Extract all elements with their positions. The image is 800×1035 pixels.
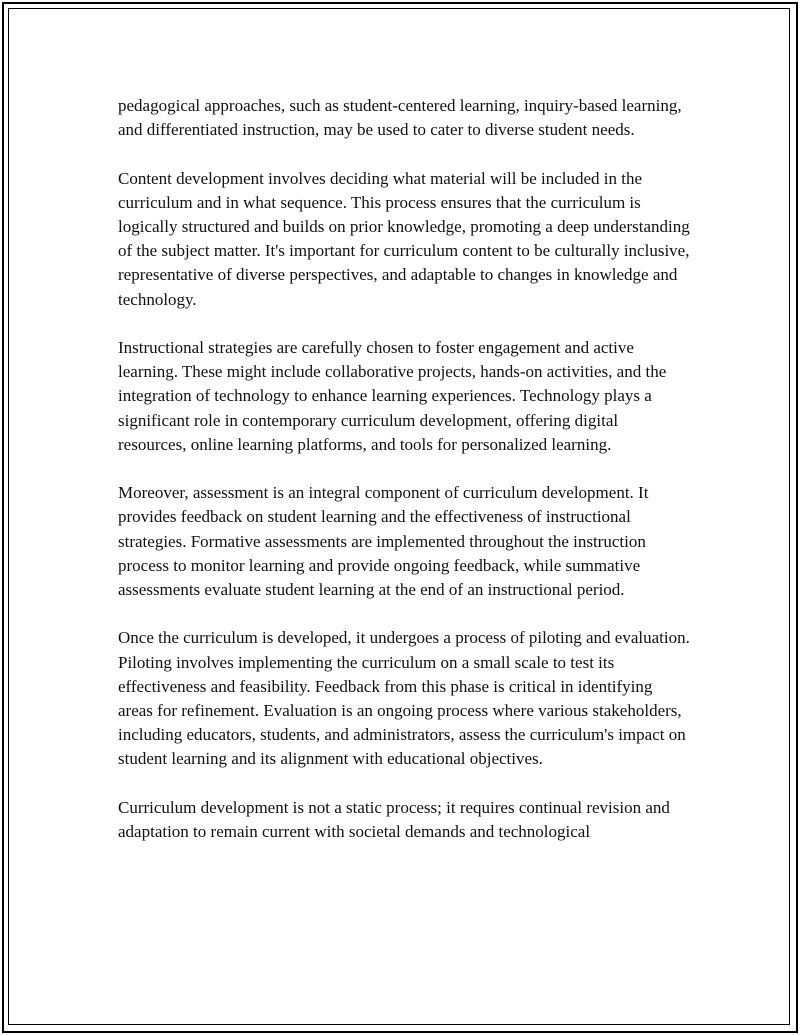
paragraph-3: Instructional strategies are carefully chosen to foster engagement and active learning. These might include collaborative projects, hands-on activities, and the integration of technology to enhance learning experiences. Technology plays a significant role in contemporary curriculum development, offering digital resources, online learning platforms, and tools for personalized learning. <box>118 338 667 454</box>
paragraph-2: Content development involves deciding what material will be included in the curriculum and in what sequence. This process ensures that the curriculum is logically structured and builds on prior knowledge, promoting a deep understanding of the subject matter. It's important for curriculum content to be culturally inclusive, representative of diverse perspectives, and adaptable to changes in knowledge and technology. <box>118 168 690 309</box>
paragraph-5: Once the curriculum is developed, it undergoes a process of piloting and evaluation. Piloting involves implementing the curriculum on a small scale to test its effectiveness and feasibility. Feedback from this phase is critical in identifying areas for refinement. Evaluation is an ongoing process where various stakeholders, including educators, students, and administrators, assess the curriculum's impact on student learning and its alignment with educational objectives. <box>118 628 690 769</box>
document-body <box>118 94 690 868</box>
paragraph-4: Moreover, assessment is an integral component of curriculum development. It provides feedback on student learning and the effectiveness of instructional strategies. Formative assessments are implemented throughout the instruction process to monitor learning and provide ongoing feedback, while summative assessments evaluate student learning at the end of an instructional period. <box>118 483 649 600</box>
paragraph-1: pedagogical approaches, such as student-centered learning, inquiry-based learning, and differentiated instruction, may be used to cater to diverse student needs. <box>118 96 682 140</box>
paragraph-6: Curriculum development is not a static process; it requires continual revision and adaptation to remain current with societal demands and technological <box>118 797 670 842</box>
